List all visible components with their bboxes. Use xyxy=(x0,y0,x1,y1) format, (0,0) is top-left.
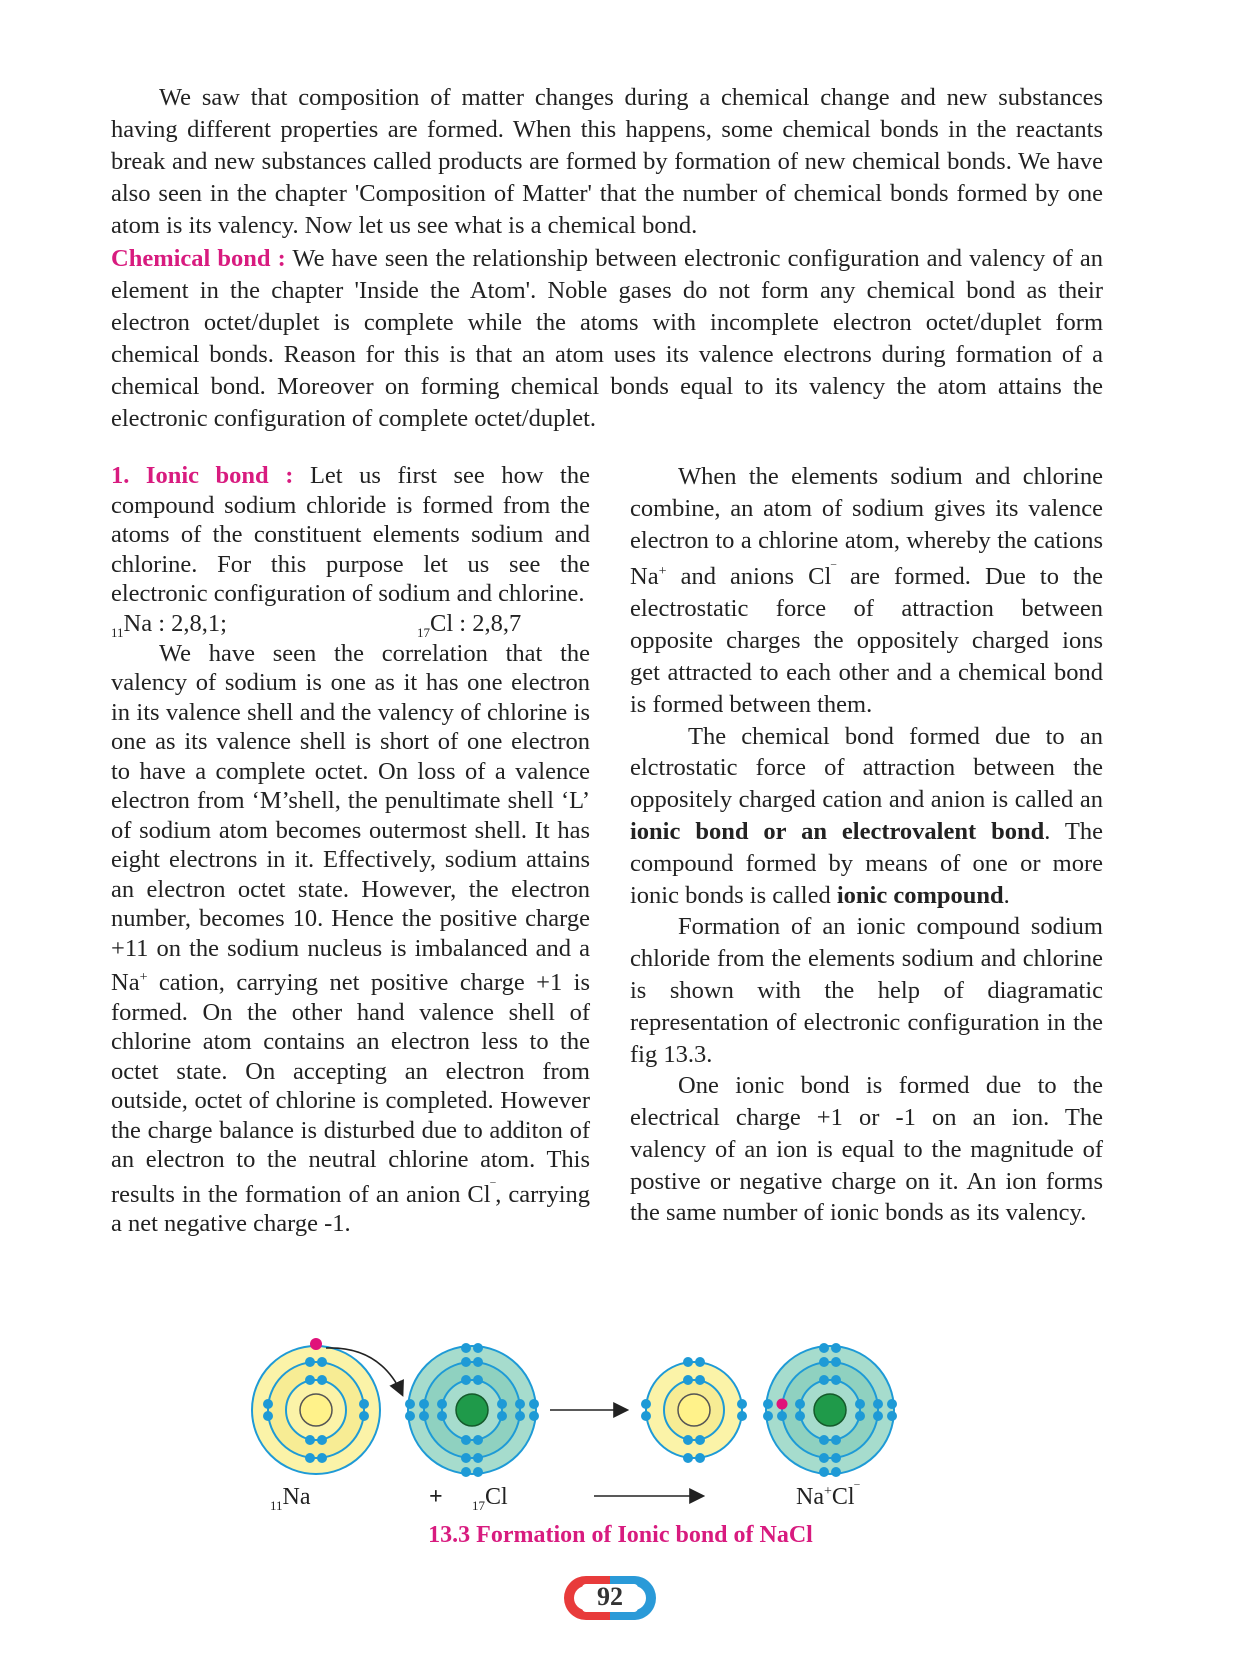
right-p1-a: When the elements sodium and chlorine combine, an atom of sodium gives its valence electron to a chlorine atom, whereby the cations Na xyxy=(630,463,1103,591)
right-paragraph-4: One ionic bond is formed due to the electrical charge +1 or -1 on an ion. The valency of an ion is equal to the magnitude of postive or negative charge on it. An ion forms the same number of ionic bonds as its valency. xyxy=(630,1072,1103,1227)
sodium-ion xyxy=(641,1357,747,1463)
left-column xyxy=(111,461,590,1239)
intro-paragraph: We saw that composition of matter changes during a chemical change and new substances having different properties are formed. When this happens, some chemical bonds in the reactants break and new substances called products are formed by formation of new chemical bonds. We have also seen in the chapter 'Composition of Matter' that the number of chemical bonds formed by one atom is its valency. Now let us see what is a chemical bond. xyxy=(111,84,1103,239)
sodium-label xyxy=(270,1484,311,1514)
chemical-bond-paragraph xyxy=(111,243,1103,435)
product-na-charge: + xyxy=(823,1484,832,1499)
sodium-atomic-number: 11 xyxy=(111,624,124,640)
right-paragraph-1 xyxy=(630,461,1103,721)
ionic-bond-intro-text: Let us first see how the compound sodium chloride is formed from the atoms of the constituent elements sodium and chlorine. For this purpose let us see the electronic configuration of sodium and chlorine. xyxy=(111,462,590,607)
nacl-formation-figure xyxy=(250,1336,970,1526)
product-cl: Cl xyxy=(831,1484,855,1510)
valency-text-b: cation, carrying net positive charge +1 is formed. On the other hand valence shell of chlorine atom contains an electron less to the octet state. On accepting an electron from outside, octet of chlorine is completed. However the charge balance is disturbed due to additon of an electron to the neutral chlorine atom. This results in the formation of an anion Cl xyxy=(111,969,590,1208)
reaction-arrow-bottom xyxy=(590,1484,710,1508)
chemical-bond-text: We have seen the relationship between electronic configuration and valency of an element in the chapter 'Inside the Atom'. Noble gases do not form any chemical bond as their electron octet/duplet is complete while the atoms with incomplete electron octet/duplet form chemical bonds. Reason for this is that an atom uses its valence electrons during formation of a chemical bond. Moreover on forming chemical bonds equal to its valency the atom attains the electronic configuration of complete octet/duplet. xyxy=(111,245,1103,432)
chlorine-configuration xyxy=(417,609,521,648)
sodium-label-text: Na xyxy=(282,1484,311,1510)
right-p1-b: and anions Cl xyxy=(666,563,832,591)
right-column xyxy=(630,461,1103,1229)
valency-correlation-paragraph xyxy=(111,639,590,1239)
gained-electron xyxy=(777,1399,788,1410)
product-cl-charge: ‾ xyxy=(854,1484,860,1499)
ionic-bond-intro xyxy=(111,461,590,609)
chlorine-label-text: Cl xyxy=(485,1484,508,1510)
chlorine-label xyxy=(472,1484,508,1514)
electronic-configuration-line xyxy=(111,609,590,639)
right-paragraph-3: Formation of an ionic compound sodium chloride from the elements sodium and chlorine is shown with the help of diagramatic representation of electronic configuration in the fig 13.3. xyxy=(630,913,1103,1068)
chloride-anion-charge: ‾ xyxy=(490,1181,496,1197)
right-paragraph-2 xyxy=(630,721,1103,912)
chloride-ion xyxy=(763,1343,897,1477)
chlorine-label-number: 17 xyxy=(472,1497,485,1513)
chlorine-atom xyxy=(405,1343,539,1477)
right-p2-a: The chemical bond formed due to an elctrostatic force of attraction between the oppositely charged cation and anion is called an xyxy=(630,722,1103,814)
sodium-configuration xyxy=(111,609,227,648)
right-p2-c: . xyxy=(1003,881,1010,909)
valency-text-a: We have seen the correlation that the valency of sodium is one as it has one electron in its valence shell and the valency of chlorine is one as its valence shell is short of one electron to have a complete octet. On loss of a valence electron from ‘M’shell, the penultimate shell ‘L’ of sodium atom becomes outermost shell. It has eight electrons in it. Effectively, sodium attains an electron octet state. However, the electron number, becomes 10. Hence the positive charge +11 on the sodium nucleus is imbalanced and a Na xyxy=(111,639,590,997)
sodium-atom xyxy=(252,1338,380,1474)
ionic-bond-heading: 1. Ionic bond : xyxy=(111,462,294,489)
page-number: 92 xyxy=(597,1582,623,1611)
ionic-compound-term: ionic compound xyxy=(836,881,1004,909)
right-p2-b: . The compound formed by means of one or more ionic bonds is called xyxy=(630,817,1103,909)
plus-sign: + xyxy=(429,1484,443,1510)
transferred-electron xyxy=(310,1338,322,1350)
ionic-bond-term: ionic bond or an electrovalent bond xyxy=(630,817,1045,845)
figure-caption: 13.3 Formation of Ionic bond of NaCl xyxy=(428,1522,813,1548)
cl-charge: ‾ xyxy=(831,564,836,580)
valency-text-c: , carrying a net negative charge -1. xyxy=(111,1180,590,1238)
sodium-config-text: Na : 2,8,1; xyxy=(123,609,227,637)
na-charge: + xyxy=(658,564,667,580)
right-p1-c: are formed. Due to the electrostatic force of attraction between opposite charges the oppositely charged ions get attracted to each other and a chemical bond is formed between them. xyxy=(630,563,1103,718)
sodium-label-number: 11 xyxy=(270,1497,283,1513)
product-na: Na xyxy=(796,1484,824,1510)
product-label xyxy=(796,1484,859,1511)
chlorine-atomic-number: 17 xyxy=(417,624,430,640)
sodium-cation-charge: + xyxy=(139,970,148,985)
chemical-bond-heading: Chemical bond : xyxy=(111,245,286,272)
chlorine-config-text: Cl : 2,8,7 xyxy=(430,609,522,637)
page-number-badge xyxy=(556,1572,664,1624)
atom-diagrams xyxy=(250,1336,970,1486)
